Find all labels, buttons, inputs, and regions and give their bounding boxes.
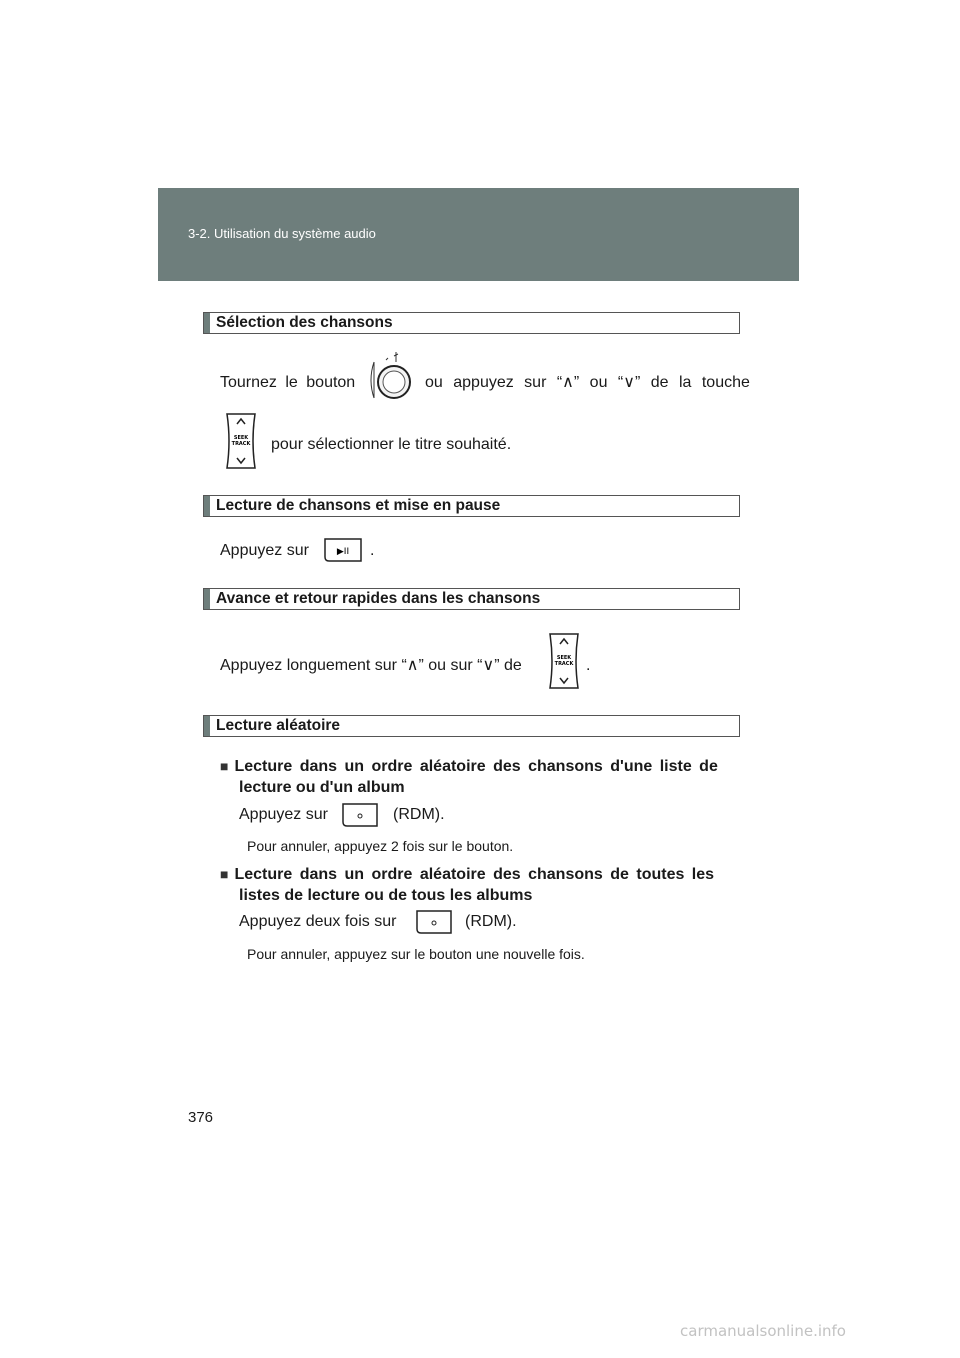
tune-knob-icon <box>366 352 416 408</box>
s1-text-line2: pour sélectionner le titre souhaité. <box>271 436 512 453</box>
breadcrumb: 3-2. Utilisation du système audio <box>188 226 376 241</box>
random-item-2-title-l1: ■ Lecture dans un ordre aléatoire des chansons de toutes les <box>220 866 715 883</box>
page-number: 376 <box>188 1109 214 1126</box>
s1-text-b: ou appuyez sur “∧” ou “∨” de la touche <box>425 374 750 391</box>
square-bullet-icon: ■ <box>220 758 229 774</box>
watermark: carmanualsonline.info <box>680 1322 846 1340</box>
rdm-button-icon <box>341 802 379 828</box>
svg-text:▶II: ▶II <box>336 547 350 557</box>
section-title-text: Sélection des chansons <box>216 314 393 331</box>
s1-text-a: Tournez le bouton <box>220 374 356 391</box>
section-title-text: Lecture aléatoire <box>216 717 341 734</box>
square-bullet-icon: ■ <box>220 866 229 882</box>
seek-track-icon <box>546 632 582 690</box>
random-item-1-note: Pour annuler, appuyez 2 fois sur le bouton. <box>247 838 514 854</box>
s2-text-b: . <box>370 542 375 559</box>
svg-text:SEEK: SEEK <box>233 435 249 441</box>
random-item-1-title-l2: lecture ou d'un album <box>239 779 405 796</box>
svg-text:SEEK: SEEK <box>556 655 572 661</box>
section-title-fast-forward <box>203 588 740 610</box>
random-item-2-title-l2: listes de lecture ou de tous les albums <box>239 887 533 904</box>
random-item-1-title-l1: ■ Lecture dans un ordre aléatoire des chansons d'une liste de <box>220 758 718 775</box>
section-title-selection <box>203 312 740 334</box>
seek-track-icon <box>223 412 259 470</box>
random-item-1-text-a: Appuyez sur <box>239 806 328 823</box>
random-item-1-text-b: (RDM). <box>393 806 445 823</box>
s3-text-a: Appuyez longuement sur “∧” ou sur “∨” de <box>220 657 522 674</box>
play-pause-button-icon <box>323 537 363 563</box>
section-title-play-pause <box>203 495 740 517</box>
random-item-2-text-b: (RDM). <box>465 913 517 930</box>
section-title-random <box>203 715 740 737</box>
section-title-text: Avance et retour rapides dans les chansons <box>216 590 541 607</box>
svg-text:TRACK: TRACK <box>231 441 251 447</box>
s2-text-a: Appuyez sur <box>220 542 309 559</box>
s3-text-b: . <box>586 657 591 674</box>
section-title-text: Lecture de chansons et mise en pause <box>216 497 501 514</box>
svg-text:TRACK: TRACK <box>554 661 574 667</box>
random-item-2-note: Pour annuler, appuyez sur le bouton une nouvelle fois. <box>247 946 585 962</box>
rdm-button-icon <box>415 909 453 935</box>
random-item-2-text-a: Appuyez deux fois sur <box>239 913 397 930</box>
